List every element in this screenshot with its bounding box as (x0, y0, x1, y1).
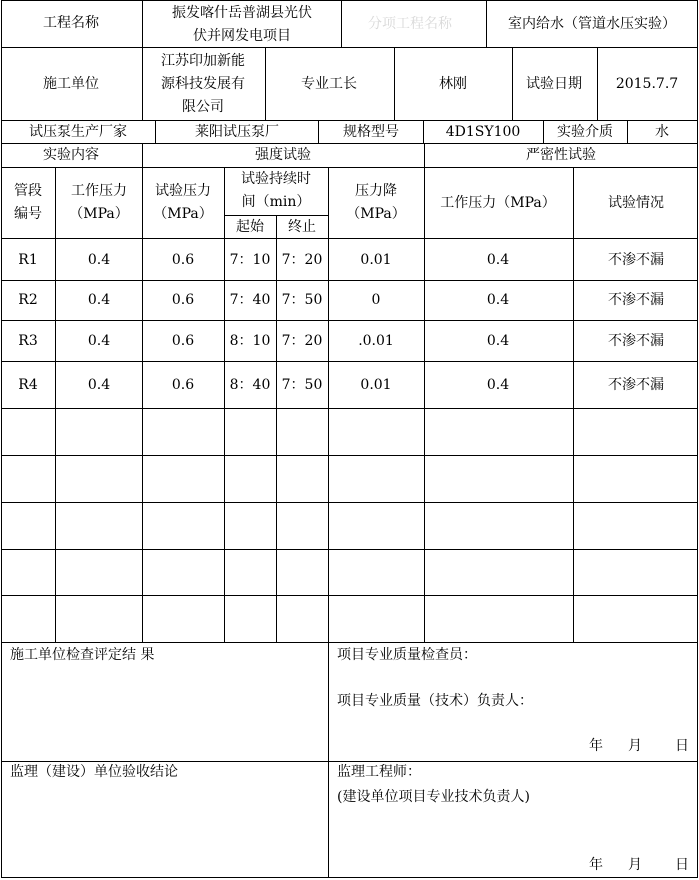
table-cell-start: 7：10 (229, 252, 271, 268)
table-cell-start: 7：40 (229, 292, 271, 308)
col-status: 试验情况 (608, 195, 664, 211)
col-work-pressure-line2: （MPa） (69, 206, 129, 222)
construction-unit-line1: 江苏印加新能 (161, 53, 245, 69)
col-pressure-drop-line1: 压力降 (355, 183, 397, 199)
project-name-line2: 伏并网发电项目 (193, 28, 291, 44)
date-day: 日 (675, 857, 689, 873)
supervision-conclusion-label: 监理（建设）单位验收结论 (10, 764, 178, 780)
col-test-pressure-line1: 试验压力 (155, 183, 211, 199)
col-start: 起始 (236, 219, 264, 235)
col-duration-line1: 试验持续时 (241, 171, 311, 187)
table-cell-pressure-drop: 0.01 (360, 252, 392, 268)
owner-tech-lead-label: (建设单位项目专业技术负责人) (337, 789, 530, 805)
table-cell-work-pressure: 0.4 (87, 252, 111, 268)
table-cell-end: 7：20 (281, 333, 323, 349)
col-test-pressure-line2: （MPa） (153, 206, 213, 222)
project-name-label: 工程名称 (43, 15, 99, 31)
table-cell-id: R2 (18, 292, 38, 308)
project-name-line1: 振发喀什岳普湖县光伏 (172, 5, 312, 21)
table-cell-status: 不渗不漏 (608, 333, 664, 349)
strength-test-label: 强度试验 (255, 147, 311, 163)
table-cell-test-pressure: 0.6 (171, 252, 195, 268)
model-value: 4D1SY100 (445, 124, 521, 140)
construction-unit-line2: 源科技发展有 (161, 76, 245, 92)
table-cell-test-pressure: 0.6 (171, 333, 195, 349)
table-cell-work-pressure: 0.4 (87, 377, 111, 393)
model-label: 规格型号 (343, 124, 399, 140)
table-cell-end: 7：50 (281, 377, 323, 393)
table-cell-id: R3 (18, 333, 38, 349)
table-cell-id: R1 (18, 252, 38, 268)
table-cell-tight-pressure: 0.4 (486, 252, 510, 268)
table-cell-tight-pressure: 0.4 (486, 333, 510, 349)
quality-lead-label: 项目专业质量（技术）负责人： (337, 693, 533, 709)
test-date-label: 试验日期 (526, 76, 582, 92)
col-tight-pressure: 工作压力（MPa） (440, 195, 556, 211)
table-cell-start: 8：40 (229, 377, 271, 393)
table-cell-work-pressure: 0.4 (87, 333, 111, 349)
table-cell-end: 7：20 (281, 252, 323, 268)
date-year: 年 (589, 738, 603, 754)
tightness-test-label: 严密性试验 (526, 147, 596, 163)
foreman-value: 林刚 (439, 76, 467, 92)
pump-maker-value: 莱阳试压泵厂 (195, 124, 279, 140)
pump-maker-label: 试压泵生产厂家 (29, 124, 127, 140)
col-work-pressure-line1: 工作压力 (71, 183, 127, 199)
table-cell-id: R4 (18, 377, 38, 393)
table-cell-pressure-drop: 0 (371, 292, 381, 308)
table-cell-tight-pressure: 0.4 (486, 292, 510, 308)
test-date-value: 2015.7.7 (615, 76, 679, 92)
col-pipe-line1: 管段 (14, 183, 42, 199)
construction-unit-line3: 限公司 (182, 99, 224, 115)
medium-label: 实验介质 (557, 124, 613, 140)
table-cell-tight-pressure: 0.4 (486, 377, 510, 393)
foreman-label: 专业工长 (301, 76, 357, 92)
col-pressure-drop-line2: （MPa） (346, 206, 406, 222)
supervising-engineer-label: 监理工程师： (337, 764, 421, 780)
date-year: 年 (589, 857, 603, 873)
date-month: 月 (628, 738, 642, 754)
col-pipe-line2: 编号 (14, 206, 42, 222)
quality-inspector-label: 项目专业质量检查员： (337, 647, 477, 663)
date-day: 日 (675, 738, 689, 754)
date-month: 月 (628, 857, 642, 873)
construction-unit-label: 施工单位 (43, 76, 99, 92)
table-cell-end: 7：50 (281, 292, 323, 308)
table-cell-status: 不渗不漏 (608, 292, 664, 308)
table-cell-status: 不渗不漏 (608, 252, 664, 268)
faint-watermark-text: 分项工程名称 (368, 16, 452, 32)
table-cell-test-pressure: 0.6 (171, 377, 195, 393)
table-cell-start: 8：10 (229, 333, 271, 349)
construction-conclusion-label: 施工单位检查评定结 果 (10, 647, 155, 663)
content-label: 实验内容 (43, 147, 99, 163)
col-duration-line2: 间（min） (241, 194, 311, 210)
table-cell-status: 不渗不漏 (608, 377, 664, 393)
col-end: 终止 (288, 219, 316, 235)
table-cell-pressure-drop: .0.01 (358, 333, 394, 349)
table-cell-test-pressure: 0.6 (171, 292, 195, 308)
medium-value: 水 (655, 124, 669, 140)
test-name: 室内给水（管道水压实验） (508, 16, 676, 32)
table-cell-work-pressure: 0.4 (87, 292, 111, 308)
table-cell-pressure-drop: 0.01 (360, 377, 392, 393)
